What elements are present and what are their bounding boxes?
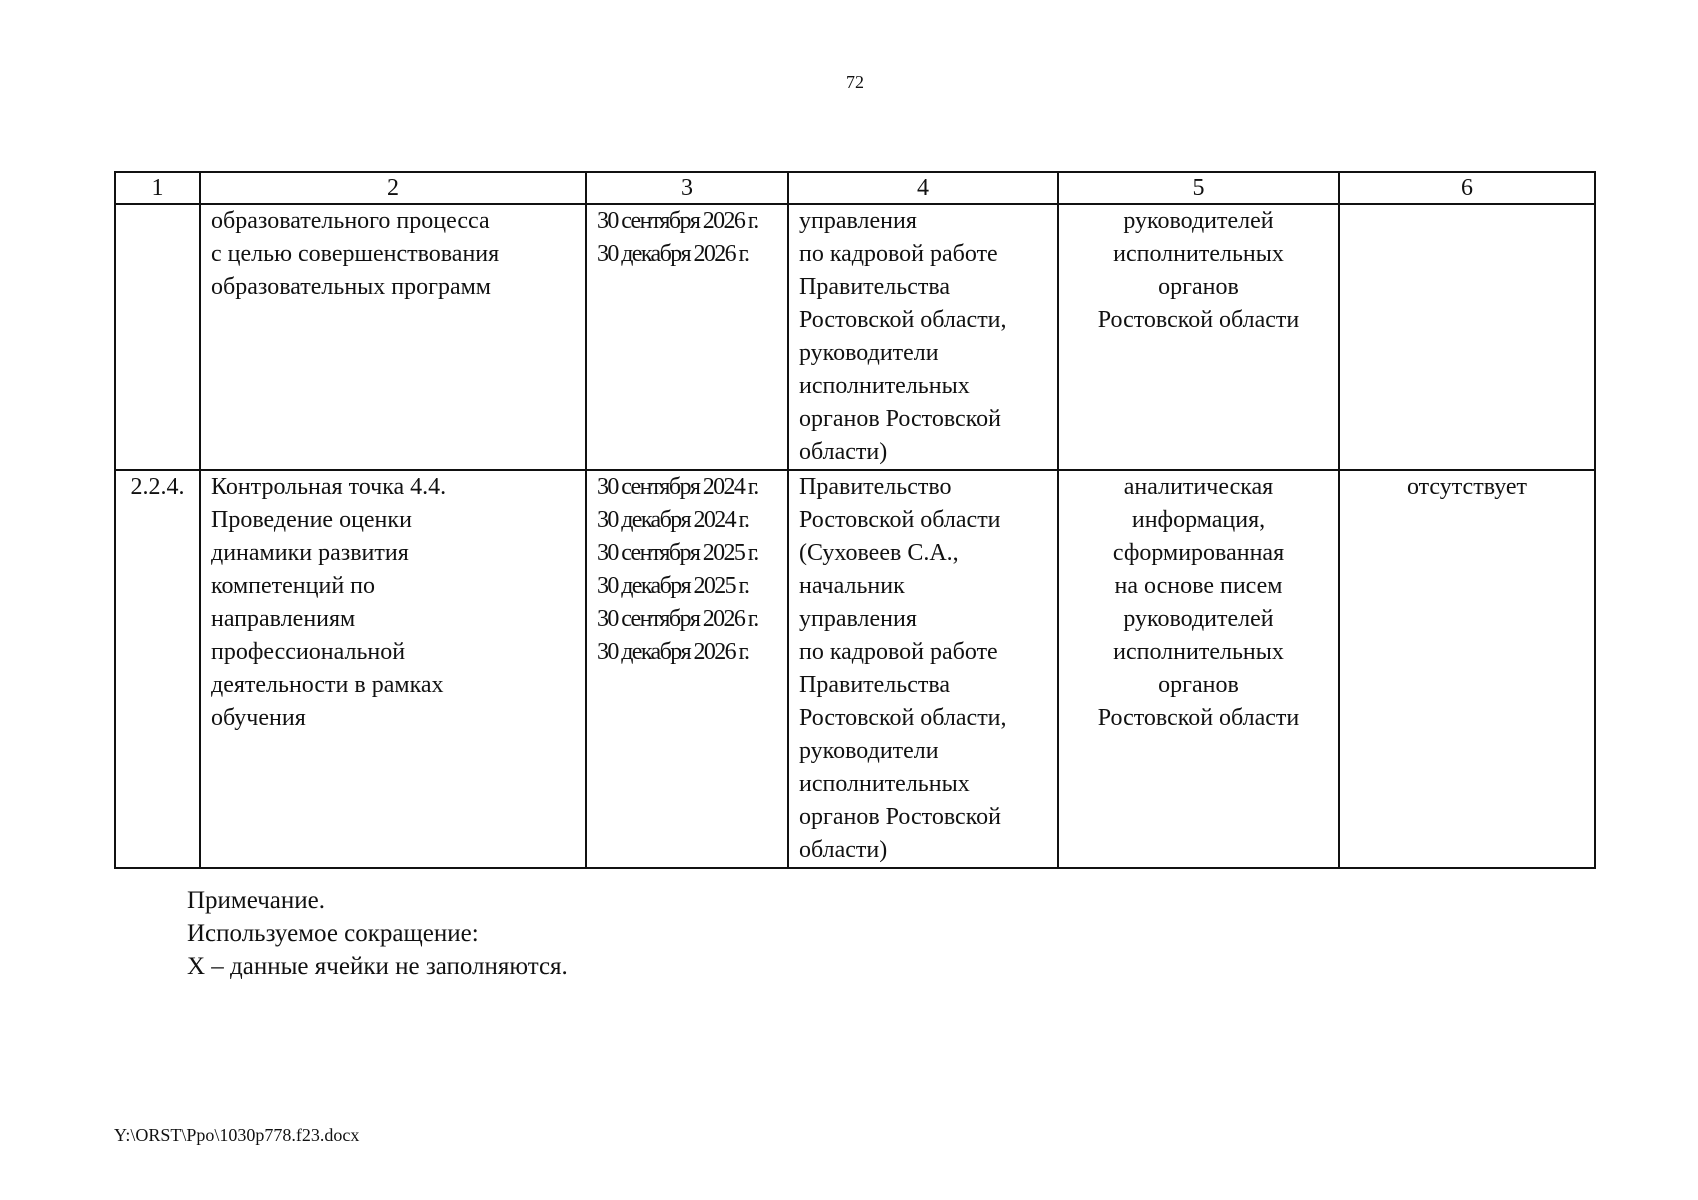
- footnote: [187, 884, 568, 983]
- result-line: сформированная: [1112, 540, 1285, 566]
- result-line: исполнительных: [1113, 639, 1284, 665]
- footnote-title: Примечание.: [187, 887, 326, 914]
- column-header: 6: [1339, 172, 1595, 204]
- schedule-table: [114, 171, 1596, 869]
- result-line: руководителей: [1123, 606, 1274, 632]
- responsible-line: управления: [799, 606, 917, 632]
- column-header: 3: [586, 172, 788, 204]
- responsible-line: Правительства: [799, 672, 951, 698]
- description-line: с целью совершенствования: [211, 241, 500, 267]
- column-header: 2: [200, 172, 586, 204]
- responsible-line: (Суховеев С.А.,: [799, 540, 959, 566]
- footnote-text: Х – данные ячейки не заполняются.: [187, 953, 568, 980]
- table-row: [115, 470, 1595, 868]
- responsible-line: области): [799, 837, 888, 863]
- responsible-line: по кадровой работе: [799, 241, 998, 267]
- responsible-line: по кадровой работе: [799, 639, 998, 665]
- table-header-row: [115, 172, 1595, 204]
- date-line: 30 декабря 2026 г.: [597, 241, 749, 267]
- result-line: Ростовской области: [1097, 705, 1300, 731]
- dates-cell: [586, 204, 788, 470]
- responsible-line: руководители: [799, 738, 939, 764]
- date-line: 30 сентября 2026 г.: [597, 208, 758, 234]
- description-line: деятельности в рамках: [211, 672, 444, 698]
- result-cell: [1058, 470, 1339, 868]
- note-cell: отсутствует: [1339, 470, 1595, 868]
- responsible-line: Правительство: [799, 474, 952, 500]
- responsible-line: Ростовской области: [799, 507, 1001, 533]
- result-line: на основе писем: [1114, 573, 1283, 599]
- result-line: Ростовской области: [1097, 307, 1300, 333]
- responsible-line: исполнительных: [799, 373, 970, 399]
- responsible-line: органов Ростовской: [799, 406, 1001, 432]
- responsible-line: исполнительных: [799, 771, 970, 797]
- description-line: обучения: [211, 705, 306, 731]
- description-line: профессиональной: [211, 639, 406, 665]
- page-number: 72: [846, 72, 864, 92]
- responsible-cell: [788, 204, 1058, 470]
- date-line: 30 сентября 2025 г.: [597, 540, 758, 566]
- description-line: образовательных программ: [211, 274, 491, 300]
- date-line: 30 декабря 2024 г.: [597, 507, 749, 533]
- row-number-cell: [115, 204, 200, 470]
- description-line: образовательного процесса: [211, 208, 490, 234]
- column-header: 4: [788, 172, 1058, 204]
- result-line: органов: [1158, 672, 1239, 698]
- responsible-line: Ростовской области,: [799, 307, 1007, 333]
- description-line: направлениям: [211, 606, 356, 632]
- responsible-line: органов Ростовской: [799, 804, 1001, 830]
- table-row: [115, 204, 1595, 470]
- responsible-line: руководители: [799, 340, 939, 366]
- result-line: аналитическая: [1123, 474, 1274, 500]
- row-number-cell: 2.2.4.: [115, 470, 200, 868]
- date-line: 30 декабря 2025 г.: [597, 573, 749, 599]
- responsible-line: начальник: [799, 573, 905, 599]
- result-line: исполнительных: [1113, 241, 1284, 267]
- responsible-line: Ростовской области,: [799, 705, 1007, 731]
- dates-cell: [586, 470, 788, 868]
- responsible-line: Правительства: [799, 274, 951, 300]
- date-line: 30 сентября 2026 г.: [597, 606, 758, 632]
- date-line: 30 декабря 2026 г.: [597, 639, 749, 665]
- column-header: 1: [115, 172, 200, 204]
- description-line: динамики развития: [211, 540, 409, 566]
- responsible-cell: [788, 470, 1058, 868]
- column-header: 5: [1058, 172, 1339, 204]
- responsible-line: области): [799, 439, 888, 465]
- note-cell: [1339, 204, 1595, 470]
- result-line: органов: [1158, 274, 1239, 300]
- description-cell: [200, 204, 586, 470]
- description-line: Проведение оценки: [211, 507, 412, 533]
- file-path: Y:\ORST\Ppo\1030p778.f23.docx: [114, 1125, 360, 1145]
- responsible-line: управления: [799, 208, 917, 234]
- description-line: компетенций по: [211, 573, 376, 599]
- description-line: Контрольная точка 4.4.: [211, 474, 447, 500]
- footnote-subtitle: Используемое сокращение:: [187, 920, 479, 947]
- description-cell: [200, 470, 586, 868]
- date-line: 30 сентября 2024 г.: [597, 474, 758, 500]
- result-line: информация,: [1131, 507, 1266, 533]
- result-cell: [1058, 204, 1339, 470]
- result-line: руководителей: [1123, 208, 1274, 234]
